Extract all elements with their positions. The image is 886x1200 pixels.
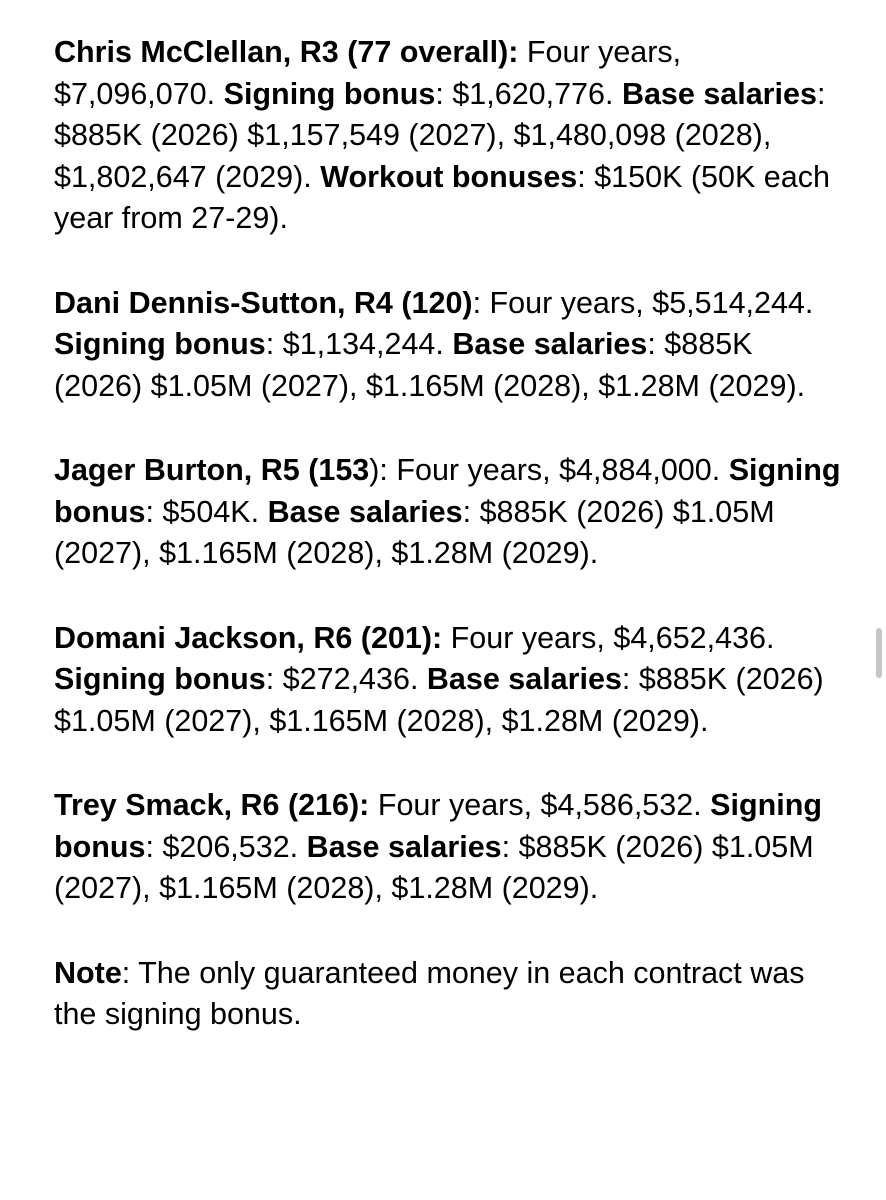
text-run: : $150K (50K each year from 27-29). — [54, 159, 830, 235]
text-run: Base salaries — [426, 662, 622, 696]
text-run: Domani Jackson, R6 (201): — [54, 620, 443, 655]
text-run: Four years, $4,652,436. — [442, 620, 775, 655]
text-run: Trey Smack, R6 (216): — [54, 788, 370, 822]
text-run: Workout bonuses — [320, 159, 578, 194]
text-run: Jager Burton, R5 (153 — [54, 453, 370, 487]
contract-paragraph-mcclellan — [54, 32, 844, 240]
text-run: Base salaries — [267, 494, 463, 529]
text-run: Chris McClellan, R3 (77 overall): — [54, 35, 519, 69]
text-run: Four years, $7,096,070. — [54, 35, 682, 111]
text-run: : $272,436. — [265, 662, 427, 696]
text-run: : $885K (2026) $1.05M (2027), $1.165M (2028), $1.28M (2029). — [54, 662, 824, 738]
contract-paragraph-dennis-sutton — [54, 283, 844, 408]
text-run: : Four years, $5,514,244. — [472, 285, 814, 320]
text-run: Signing bonus — [54, 327, 266, 361]
scrollbar-thumb[interactable] — [876, 628, 882, 678]
text-run: Base salaries — [452, 327, 648, 361]
text-run: : $885K (2026) $1,157,549 (2027), $1,480,098 (2028), $1,802,647 (2029). — [54, 76, 826, 194]
contract-paragraph-jackson — [54, 618, 844, 743]
text-run: Signing bonus — [223, 76, 436, 111]
text-run: Signing bonus — [54, 788, 822, 864]
text-run: : $885K (2026) $1.05M (2027), $1.165M (2028), $1.28M (2029). — [54, 494, 775, 570]
text-run: Base salaries — [306, 829, 502, 864]
text-run: Note — [54, 955, 122, 990]
text-run: Signing bonus — [54, 453, 841, 529]
text-run: : $885K (2026) $1.05M (2027), $1.165M (2028), $1.28M (2029). — [54, 327, 806, 403]
note-paragraph — [54, 953, 844, 1036]
contract-details-document — [54, 32, 844, 1079]
text-run: : $885K (2026) $1.05M (2027), $1.165M (2028), $1.28M (2029). — [54, 829, 814, 905]
text-run: : $1,620,776. — [435, 76, 622, 111]
contract-paragraph-burton — [54, 450, 844, 575]
text-run: : $504K. — [145, 494, 268, 529]
contract-paragraph-smack — [54, 785, 844, 910]
text-run: : $1,134,244. — [265, 327, 453, 361]
text-run: Base salaries — [621, 76, 817, 111]
text-run: Dani Dennis-Sutton, R4 (120) — [54, 285, 473, 320]
text-run: ): Four years, $4,884,000. — [369, 453, 729, 487]
text-run: Four years, $4,586,532. — [369, 788, 711, 822]
text-run: : $206,532. — [145, 829, 307, 864]
text-run: Signing bonus — [54, 662, 266, 696]
text-run: : The only guaranteed money in each contract was the signing bonus. — [54, 955, 805, 1031]
